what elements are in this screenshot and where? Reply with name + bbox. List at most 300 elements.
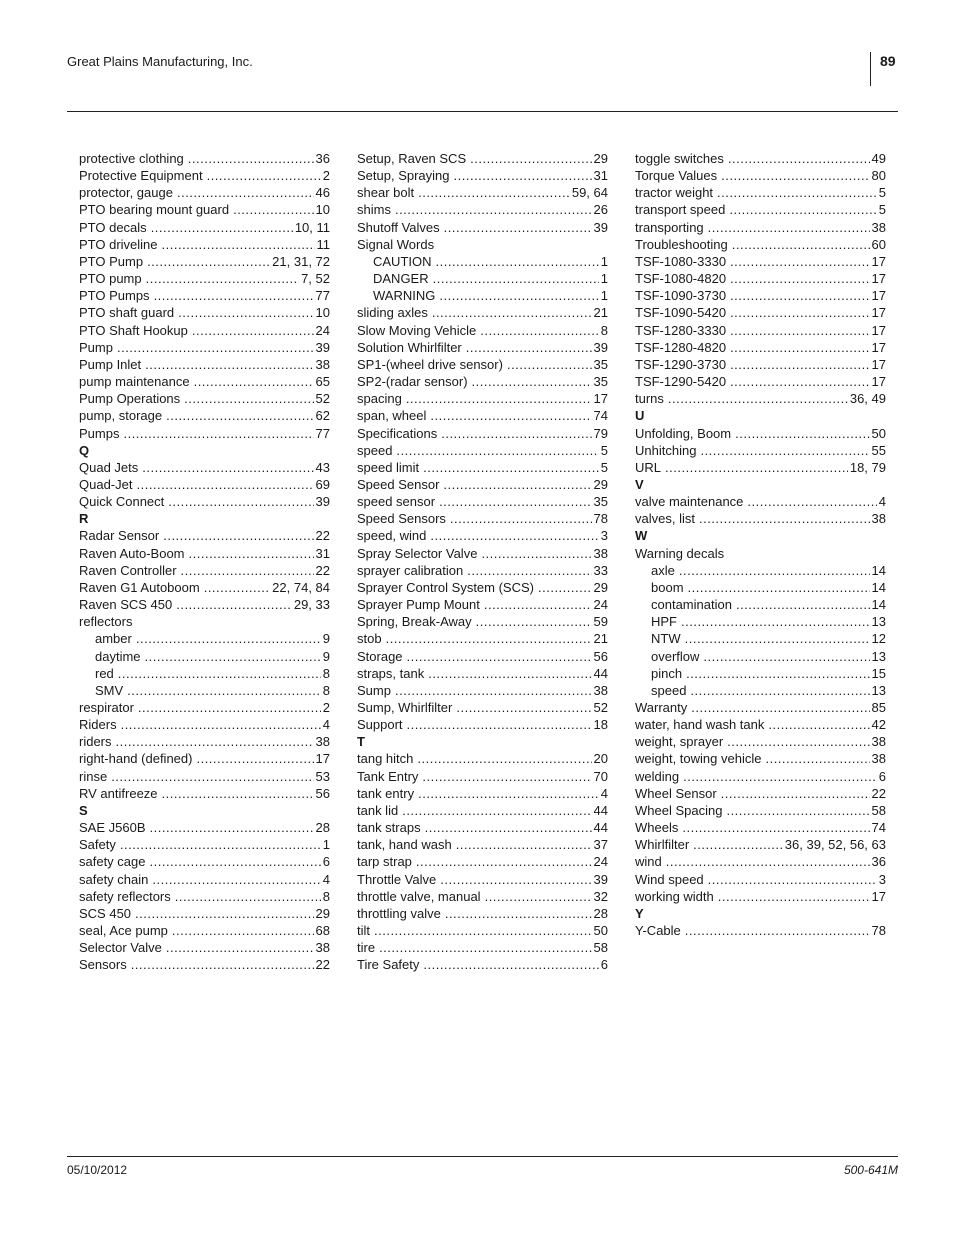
dot-leader <box>121 716 321 733</box>
index-entry <box>635 356 886 373</box>
entry-pages: 58 <box>593 940 608 956</box>
dot-leader <box>136 630 321 647</box>
entry-pages: 18, 79 <box>849 459 886 475</box>
entry-pages: 5 <box>600 442 608 458</box>
entry-pages: 6 <box>600 957 608 973</box>
dot-leader <box>425 819 592 836</box>
dot-leader <box>176 596 292 613</box>
index-entry <box>635 425 886 442</box>
index-entry <box>357 545 608 562</box>
index-entry <box>79 201 330 218</box>
entry-term: Slow Moving Vehicle <box>357 322 477 338</box>
dot-leader <box>154 287 314 304</box>
entry-pages: 44 <box>593 665 608 681</box>
entry-term: SP1-(wheel drive sensor) <box>357 356 503 372</box>
dot-leader <box>699 510 870 527</box>
dot-leader <box>688 579 870 596</box>
dot-leader <box>439 287 598 304</box>
entry-term: Speed Sensor <box>357 476 440 492</box>
entry-term: TSF-1280-4820 <box>635 339 727 355</box>
entry-term: PTO Shaft Hookup <box>79 322 188 338</box>
index-entry <box>635 270 886 287</box>
index-entry <box>635 888 886 905</box>
index-entry <box>357 425 608 442</box>
index-subentry <box>635 630 886 647</box>
index-entry <box>357 596 608 613</box>
entry-term: tang hitch <box>357 751 414 767</box>
dot-leader <box>682 819 869 836</box>
entry-term: TSF-1080-4820 <box>635 271 727 287</box>
dot-leader <box>150 853 321 870</box>
entry-pages: 22 <box>315 562 330 578</box>
dot-leader <box>730 356 869 373</box>
entry-pages: 13 <box>871 614 886 630</box>
entry-term: Pump Inlet <box>79 356 142 372</box>
entry-pages: 17 <box>871 305 886 321</box>
index-entry <box>357 699 608 716</box>
entry-pages: 29, 33 <box>293 597 330 613</box>
entry-term: PTO pump <box>79 271 142 287</box>
dot-leader <box>730 253 869 270</box>
entry-term: Warranty <box>635 700 688 715</box>
dot-leader <box>168 493 313 510</box>
entry-pages: 17 <box>871 288 886 304</box>
dot-leader <box>736 596 870 613</box>
index-entry <box>357 682 608 699</box>
index-entry <box>357 476 608 493</box>
index-letter-heading <box>79 442 330 459</box>
entry-pages: 50 <box>593 923 608 939</box>
dot-leader <box>418 184 570 201</box>
dot-leader <box>423 956 598 973</box>
dot-leader <box>430 527 598 544</box>
entry-pages: 24 <box>593 597 608 613</box>
index-subentry <box>79 648 330 665</box>
entry-pages: 18 <box>593 717 608 733</box>
entry-pages: 56 <box>593 648 608 664</box>
dot-leader <box>135 905 313 922</box>
entry-pages: 29 <box>593 476 608 492</box>
entry-term: Q <box>79 442 90 458</box>
dot-leader <box>152 871 320 888</box>
entry-term: pump, storage <box>79 408 163 424</box>
entry-term: tractor weight <box>635 185 714 201</box>
dot-leader <box>668 390 848 407</box>
entry-term: tarp strap <box>357 854 412 870</box>
entry-pages: 17 <box>871 271 886 287</box>
entry-term: TSF-1090-3730 <box>635 288 727 304</box>
entry-term: shear bolt <box>357 185 415 201</box>
entry-term: amber <box>95 631 132 647</box>
index-entry <box>79 579 330 596</box>
dot-leader <box>685 630 870 647</box>
entry-pages: 79 <box>593 425 608 441</box>
entry-term: sprayer calibration <box>357 562 464 578</box>
entry-term: throttle valve, manual <box>357 888 481 904</box>
index-entry <box>357 390 608 407</box>
entry-pages: 5 <box>878 185 886 201</box>
entry-pages: 52 <box>593 700 608 715</box>
index-entry <box>635 304 886 321</box>
entry-pages: 8 <box>322 682 330 698</box>
index-entry <box>357 836 608 853</box>
index-subentry <box>635 596 886 613</box>
index-entry <box>357 442 608 459</box>
entry-pages: 46 <box>315 185 330 201</box>
entry-pages: 68 <box>315 923 330 939</box>
index-entry <box>357 562 608 579</box>
dot-leader <box>441 425 591 442</box>
dot-leader <box>127 682 321 699</box>
index-entry <box>79 733 330 750</box>
entry-pages: 56 <box>315 785 330 801</box>
index-entry <box>79 476 330 493</box>
index-letter-heading <box>635 905 886 922</box>
entry-term: Protective Equipment <box>79 168 203 184</box>
dot-leader <box>718 888 870 905</box>
entry-term: Support <box>357 717 403 733</box>
entry-pages: 24 <box>593 854 608 870</box>
entry-term: PTO shaft guard <box>79 305 175 321</box>
entry-pages: 38 <box>593 682 608 698</box>
dot-leader <box>386 630 592 647</box>
dot-leader <box>691 699 869 716</box>
index-entry <box>357 630 608 647</box>
entry-pages: 24 <box>315 322 330 338</box>
index-entry <box>357 219 608 236</box>
entry-term: Quick Connect <box>79 494 165 510</box>
index-entry <box>357 510 608 527</box>
entry-pages: 74 <box>871 820 886 836</box>
dot-leader <box>703 648 869 665</box>
index-entry <box>357 922 608 939</box>
dot-leader <box>456 699 591 716</box>
entry-pages: 8 <box>600 322 608 338</box>
entry-pages: 44 <box>593 820 608 836</box>
entry-pages: 38 <box>315 356 330 372</box>
dot-leader <box>444 219 592 236</box>
entry-pages: 28 <box>315 820 330 836</box>
entry-pages: 21 <box>593 305 608 321</box>
entry-pages: 4 <box>322 717 330 733</box>
index-column-3 <box>635 150 886 939</box>
index-entry <box>357 373 608 390</box>
index-entry <box>635 699 886 716</box>
entry-term: SAE J560B <box>79 820 146 836</box>
entry-pages: 13 <box>871 682 886 698</box>
index-entry <box>357 853 608 870</box>
index-letter-heading <box>79 802 330 819</box>
entry-pages: 37 <box>593 837 608 853</box>
entry-pages: 39 <box>593 219 608 235</box>
dot-leader <box>765 750 869 767</box>
entry-pages: 38 <box>871 734 886 750</box>
entry-pages: 52 <box>315 391 330 407</box>
entry-pages: 39 <box>593 339 608 355</box>
entry-term: Sump <box>357 682 391 698</box>
index-entry <box>357 665 608 682</box>
index-entry <box>79 339 330 356</box>
entry-term: protective clothing <box>79 151 184 166</box>
entry-term: tank straps <box>357 820 421 836</box>
index-entry <box>357 493 608 510</box>
entry-term: SCS 450 <box>79 905 132 921</box>
index-entry <box>79 545 330 562</box>
dot-leader <box>735 425 869 442</box>
index-entry <box>79 356 330 373</box>
dot-leader <box>484 596 592 613</box>
entry-term: HPF <box>651 614 677 630</box>
index-entry <box>635 150 886 167</box>
index-entry <box>357 750 608 767</box>
dot-leader <box>166 939 314 956</box>
entry-term: overflow <box>651 648 700 664</box>
index-entry <box>79 888 330 905</box>
entry-term: transport speed <box>635 202 726 218</box>
dot-leader <box>147 253 270 270</box>
entry-pages: 32 <box>593 888 608 904</box>
entry-term: safety chain <box>79 871 149 887</box>
entry-term: RV antifreeze <box>79 785 158 801</box>
dot-leader <box>683 768 877 785</box>
entry-pages: 22, 74, 84 <box>272 579 330 595</box>
entry-term: Storage <box>357 648 403 664</box>
entry-term: Unhitching <box>635 442 697 458</box>
dot-leader <box>151 219 293 236</box>
index-entry <box>79 716 330 733</box>
index-entry <box>79 939 330 956</box>
index-entry <box>635 922 886 939</box>
entry-term: Wheel Sensor <box>635 785 717 801</box>
entry-pages: 4 <box>878 494 886 510</box>
index-entry <box>635 733 886 750</box>
entry-pages: 35 <box>593 494 608 510</box>
entry-term: Troubleshooting <box>635 236 728 252</box>
entry-term: Sprayer Control System (SCS) <box>357 579 534 595</box>
index-subentry <box>635 613 886 630</box>
index-entry <box>79 150 330 167</box>
entry-term: pinch <box>651 665 683 681</box>
entry-term: axle <box>651 562 675 578</box>
index-entry <box>79 253 330 270</box>
dot-leader <box>481 545 591 562</box>
entry-pages: 36 <box>315 151 330 166</box>
index-entry <box>79 304 330 321</box>
entry-term: contamination <box>651 597 732 613</box>
dot-leader <box>117 339 314 356</box>
index-entry <box>357 579 608 596</box>
index-entry <box>79 236 330 253</box>
entry-pages: 59 <box>593 614 608 630</box>
entry-term: boom <box>651 579 684 595</box>
entry-term: welding <box>635 768 680 784</box>
index-subentry <box>635 648 886 665</box>
dot-leader <box>402 802 591 819</box>
entry-term: Selector Valve <box>79 940 162 956</box>
index-entry <box>635 493 886 510</box>
entry-term: PTO decals <box>79 219 147 235</box>
dot-leader <box>395 682 592 699</box>
index-entry <box>79 613 330 630</box>
entry-term: reflectors <box>79 614 133 630</box>
entry-term: TSF-1090-5420 <box>635 305 727 321</box>
dot-leader <box>145 648 321 665</box>
entry-term: PTO driveline <box>79 236 158 252</box>
index-entry <box>635 390 886 407</box>
entry-pages: 7, 52 <box>301 271 330 287</box>
dot-leader <box>181 562 314 579</box>
entry-term: Raven SCS 450 <box>79 597 173 613</box>
dot-leader <box>120 836 321 853</box>
entry-term: Specifications <box>357 425 438 441</box>
index-letter-heading <box>79 510 330 527</box>
index-subentry <box>79 665 330 682</box>
index-entry <box>357 527 608 544</box>
entry-term: sliding axles <box>357 305 428 321</box>
entry-pages: 26 <box>593 202 608 218</box>
entry-term: URL <box>635 459 662 475</box>
index-subentry <box>357 270 608 287</box>
index-entry <box>79 905 330 922</box>
entry-pages: 20 <box>593 751 608 767</box>
dot-leader <box>730 339 869 356</box>
entry-term: T <box>357 734 365 750</box>
entry-term: Safety <box>79 837 116 853</box>
entry-pages: 36 <box>871 854 886 870</box>
dot-leader <box>131 956 314 973</box>
dot-leader <box>423 459 599 476</box>
entry-term: Wheel Spacing <box>635 802 723 818</box>
entry-pages: 17 <box>871 356 886 372</box>
index-entry <box>635 322 886 339</box>
entry-term: Pumps <box>79 425 120 441</box>
entry-term: Warning decals <box>635 545 725 561</box>
entry-term: Solution Whirlfilter <box>357 339 462 355</box>
entry-term: speed limit <box>357 459 420 475</box>
dot-leader <box>111 768 313 785</box>
dot-leader <box>396 442 598 459</box>
entry-pages: 36, 39, 52, 56, 63 <box>784 837 886 853</box>
index-entry <box>79 768 330 785</box>
entry-term: daytime <box>95 648 141 664</box>
entry-pages: 21 <box>593 631 608 647</box>
entry-pages: 17 <box>871 253 886 269</box>
index-entry <box>79 819 330 836</box>
index-subentry <box>635 562 886 579</box>
entry-term: Shutoff Valves <box>357 219 440 235</box>
entry-term: seal, Ace pump <box>79 923 168 939</box>
entry-term: tank, hand wash <box>357 837 452 853</box>
dot-leader <box>233 201 313 218</box>
entry-pages: 8 <box>322 888 330 904</box>
entry-pages: 17 <box>871 888 886 904</box>
dot-leader <box>374 922 592 939</box>
entry-term: Y <box>635 905 644 921</box>
index-subentry <box>635 579 886 596</box>
entry-pages: 31 <box>315 545 330 561</box>
index-entry <box>79 836 330 853</box>
entry-term: PTO bearing mount guard <box>79 202 230 218</box>
entry-term: straps, tank <box>357 665 425 681</box>
index-entry <box>357 888 608 905</box>
dot-leader <box>730 373 869 390</box>
index-entry <box>635 167 886 184</box>
dot-leader <box>196 750 313 767</box>
dot-leader <box>472 373 592 390</box>
index-entry <box>357 150 608 167</box>
index-entry <box>79 390 330 407</box>
entry-term: Torque Values <box>635 168 718 184</box>
index-entry <box>79 785 330 802</box>
dot-leader <box>693 836 783 853</box>
entry-pages: 22 <box>315 528 330 544</box>
entry-term: W <box>635 528 648 544</box>
dot-leader <box>417 750 591 767</box>
dot-leader <box>204 579 270 596</box>
dot-leader <box>406 390 592 407</box>
dot-leader <box>142 459 313 476</box>
entry-term: transporting <box>635 219 704 235</box>
entry-term: throttling valve <box>357 905 441 921</box>
entry-term: TSF-1080-3330 <box>635 253 727 269</box>
entry-pages: 6 <box>322 854 330 870</box>
dot-leader <box>207 167 321 184</box>
entry-pages: 14 <box>871 562 886 578</box>
index-entry <box>79 493 330 510</box>
index-entry <box>357 939 608 956</box>
dot-leader <box>466 339 592 356</box>
entry-pages: 33 <box>593 562 608 578</box>
dot-leader <box>184 390 313 407</box>
index-column-1 <box>79 150 330 974</box>
index-entry <box>357 236 608 253</box>
dot-leader <box>123 425 313 442</box>
entry-term: red <box>95 665 114 681</box>
entry-term: turns <box>635 391 664 407</box>
dot-leader <box>116 733 314 750</box>
entry-term: safety cage <box>79 854 146 870</box>
entry-term: Pump Operations <box>79 391 181 407</box>
index-entry <box>635 201 886 218</box>
entry-term: CAUTION <box>373 253 432 269</box>
entry-pages: 65 <box>315 374 330 390</box>
entry-term: Y-Cable <box>635 923 681 939</box>
entry-pages: 5 <box>878 202 886 218</box>
index-entry <box>79 459 330 476</box>
index-entry <box>357 613 608 630</box>
index-subentry <box>635 682 886 699</box>
index-entry <box>357 322 608 339</box>
index-entry <box>635 802 886 819</box>
header-divider <box>870 52 871 86</box>
entry-term: Tire Safety <box>357 957 420 973</box>
entry-pages: 3 <box>600 528 608 544</box>
dot-leader <box>700 442 869 459</box>
entry-term: valve maintenance <box>635 494 744 510</box>
dot-leader <box>445 905 592 922</box>
entry-pages: 85 <box>871 700 886 715</box>
entry-pages: 50 <box>871 425 886 441</box>
index-entry <box>79 167 330 184</box>
entry-pages: 43 <box>315 459 330 475</box>
index-entry <box>79 750 330 767</box>
entry-term: Quad Jets <box>79 459 139 475</box>
dot-leader <box>416 853 592 870</box>
entry-term: speed <box>357 442 393 458</box>
entry-pages: 9 <box>322 631 330 647</box>
index-letter-heading <box>635 476 886 493</box>
entry-term: tank lid <box>357 802 399 818</box>
